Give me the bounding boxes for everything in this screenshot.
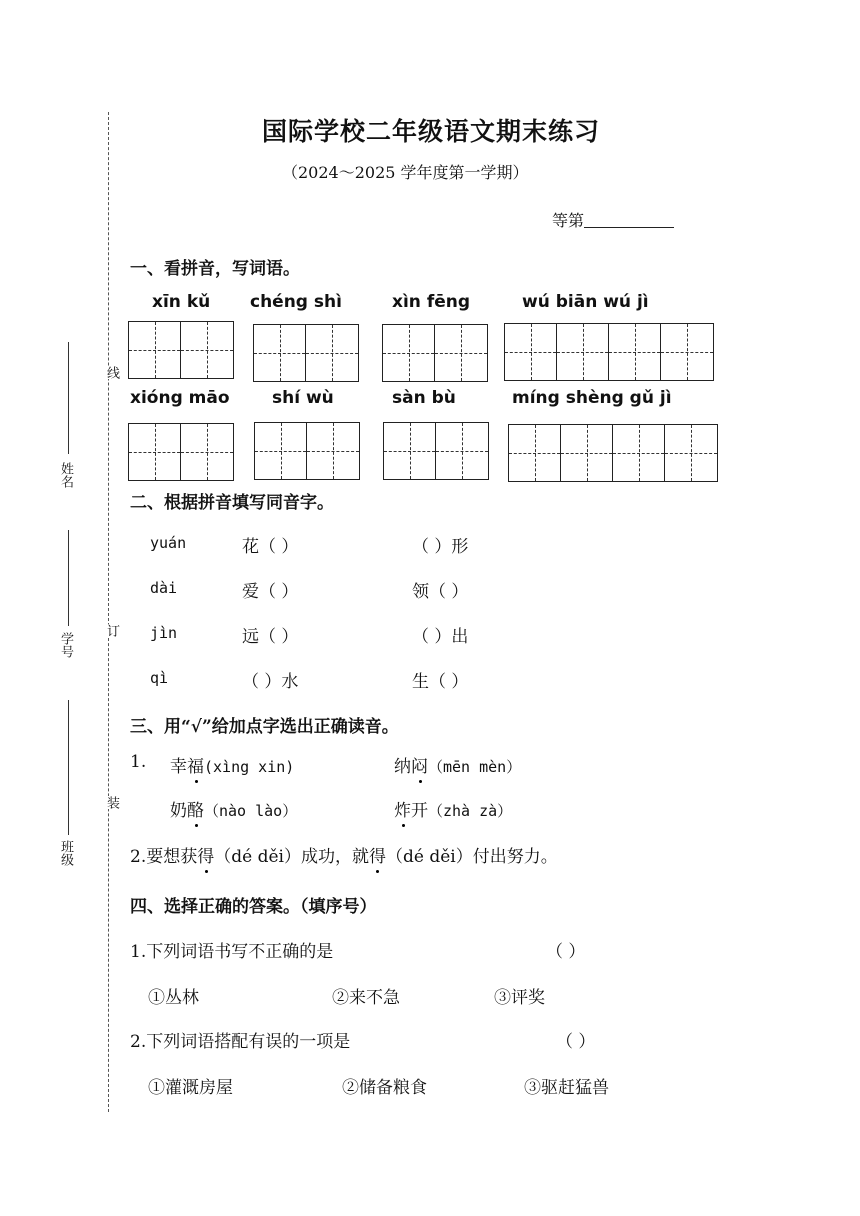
q4-2-option-1: ①灌溉房屋 — [148, 1078, 233, 1098]
homophone-blank-4b[interactable]: 生（ ） — [412, 672, 469, 692]
homophone-blank-4a[interactable]: （ ）水 — [242, 672, 299, 692]
homophone-blank-2a[interactable]: 爱（ ） — [242, 582, 299, 602]
word-nailao: 奶酪（nào lào） — [170, 796, 297, 821]
q4-1-question: 1.下列词语书写不正确的是 — [130, 942, 334, 962]
id-blank — [68, 530, 69, 626]
q3-1-number: 1. — [130, 752, 147, 772]
binding-dashed-line — [108, 112, 109, 1112]
word-zhakai: 炸开（zhà zà） — [394, 796, 512, 821]
homophone-pinyin-3: jìn — [150, 624, 178, 642]
pinyin-4: wú biān wú jì — [522, 292, 649, 312]
q4-2-question: 2.下列词语搭配有误的一项是 — [130, 1032, 351, 1052]
homophone-blank-1b[interactable]: （ ）形 — [412, 537, 469, 557]
ding-char: 订 — [104, 624, 119, 637]
writing-grid-6[interactable] — [254, 422, 360, 480]
dotted-char: 闷 — [411, 752, 428, 777]
reading-options[interactable]: （mēn mèn） — [428, 758, 522, 776]
reading-options[interactable]: （nào lào） — [204, 802, 298, 820]
homophone-pinyin-4: qì — [150, 669, 169, 687]
dotted-char: 福 — [187, 752, 204, 777]
reading-options[interactable]: （zhà zà） — [428, 802, 513, 820]
writing-grid-7[interactable] — [383, 422, 489, 480]
zhuang-char: 装 — [104, 796, 119, 809]
writing-grid-8[interactable] — [508, 424, 718, 482]
q4-1-option-2: ②来不急 — [332, 988, 400, 1008]
id-label: 学号 — [58, 632, 73, 658]
homophone-blank-2b[interactable]: 领（ ） — [412, 582, 469, 602]
pinyin-7: sàn bù — [392, 388, 456, 408]
grade-label: 等第 — [552, 211, 585, 230]
q4-1-answer-blank[interactable]: （ ） — [546, 942, 586, 962]
q4-2-option-2: ②储备粮食 — [342, 1078, 427, 1098]
dotted-char: 酪 — [187, 796, 204, 821]
q4-1-option-1: ①丛林 — [148, 988, 199, 1008]
writing-grid-5[interactable] — [128, 423, 234, 481]
pinyin-3: xìn fēng — [392, 292, 471, 312]
writing-grid-3[interactable] — [382, 324, 488, 382]
dotted-char: 得 — [369, 842, 386, 867]
grade-blank — [584, 211, 674, 228]
writing-grid-1[interactable] — [128, 321, 234, 379]
pinyin-2: chéng shì — [250, 292, 342, 312]
name-blank — [68, 342, 69, 454]
dotted-char: 得 — [197, 842, 214, 867]
xian-char: 线 — [104, 366, 119, 379]
section-2-heading: 二、根据拼音填写同音字。 — [130, 493, 334, 513]
section-3-heading: 三、用“√”给加点字选出正确读音。 — [130, 717, 399, 737]
class-blank — [68, 700, 69, 835]
grade-field[interactable] — [552, 208, 674, 231]
q4-2-option-3: ③驱赶猛兽 — [524, 1078, 609, 1098]
name-label: 姓名 — [58, 462, 73, 488]
pinyin-1: xīn kǔ — [152, 292, 211, 312]
writing-grid-4[interactable] — [504, 323, 714, 381]
q4-1-option-3: ③评奖 — [494, 988, 545, 1008]
page-title: 国际学校二年级语文期末练习 — [262, 117, 601, 146]
homophone-pinyin-1: yuán — [150, 534, 187, 552]
dotted-char: 炸 — [394, 796, 411, 821]
homophone-blank-1a[interactable]: 花（ ） — [242, 537, 299, 557]
q4-2-answer-blank[interactable]: （ ） — [556, 1032, 596, 1052]
word-namen: 纳闷（mēn mèn） — [394, 752, 521, 777]
q3-2-sentence[interactable]: 2.要想获得（dé děi）成功，就得（dé děi）付出努力。 — [130, 842, 558, 867]
class-label: 班级 — [58, 840, 73, 866]
section-4-heading: 四、选择正确的答案。（填序号） — [130, 897, 377, 917]
pinyin-8: míng shèng gǔ jì — [512, 388, 672, 408]
pinyin-5: xióng māo — [130, 388, 230, 408]
writing-grid-2[interactable] — [253, 324, 359, 382]
pinyin-6: shí wù — [272, 388, 334, 408]
homophone-pinyin-2: dài — [150, 579, 178, 597]
page-subtitle: （2024～2025 学年度第一学期） — [282, 163, 529, 182]
reading-options[interactable]: (xìng xin) — [204, 758, 295, 776]
word-xingfu: 幸福(xìng xin) — [170, 752, 294, 777]
section-1-heading: 一、看拼音，写词语。 — [130, 259, 300, 279]
homophone-blank-3b[interactable]: （ ）出 — [412, 627, 469, 647]
homophone-blank-3a[interactable]: 远（ ） — [242, 627, 299, 647]
